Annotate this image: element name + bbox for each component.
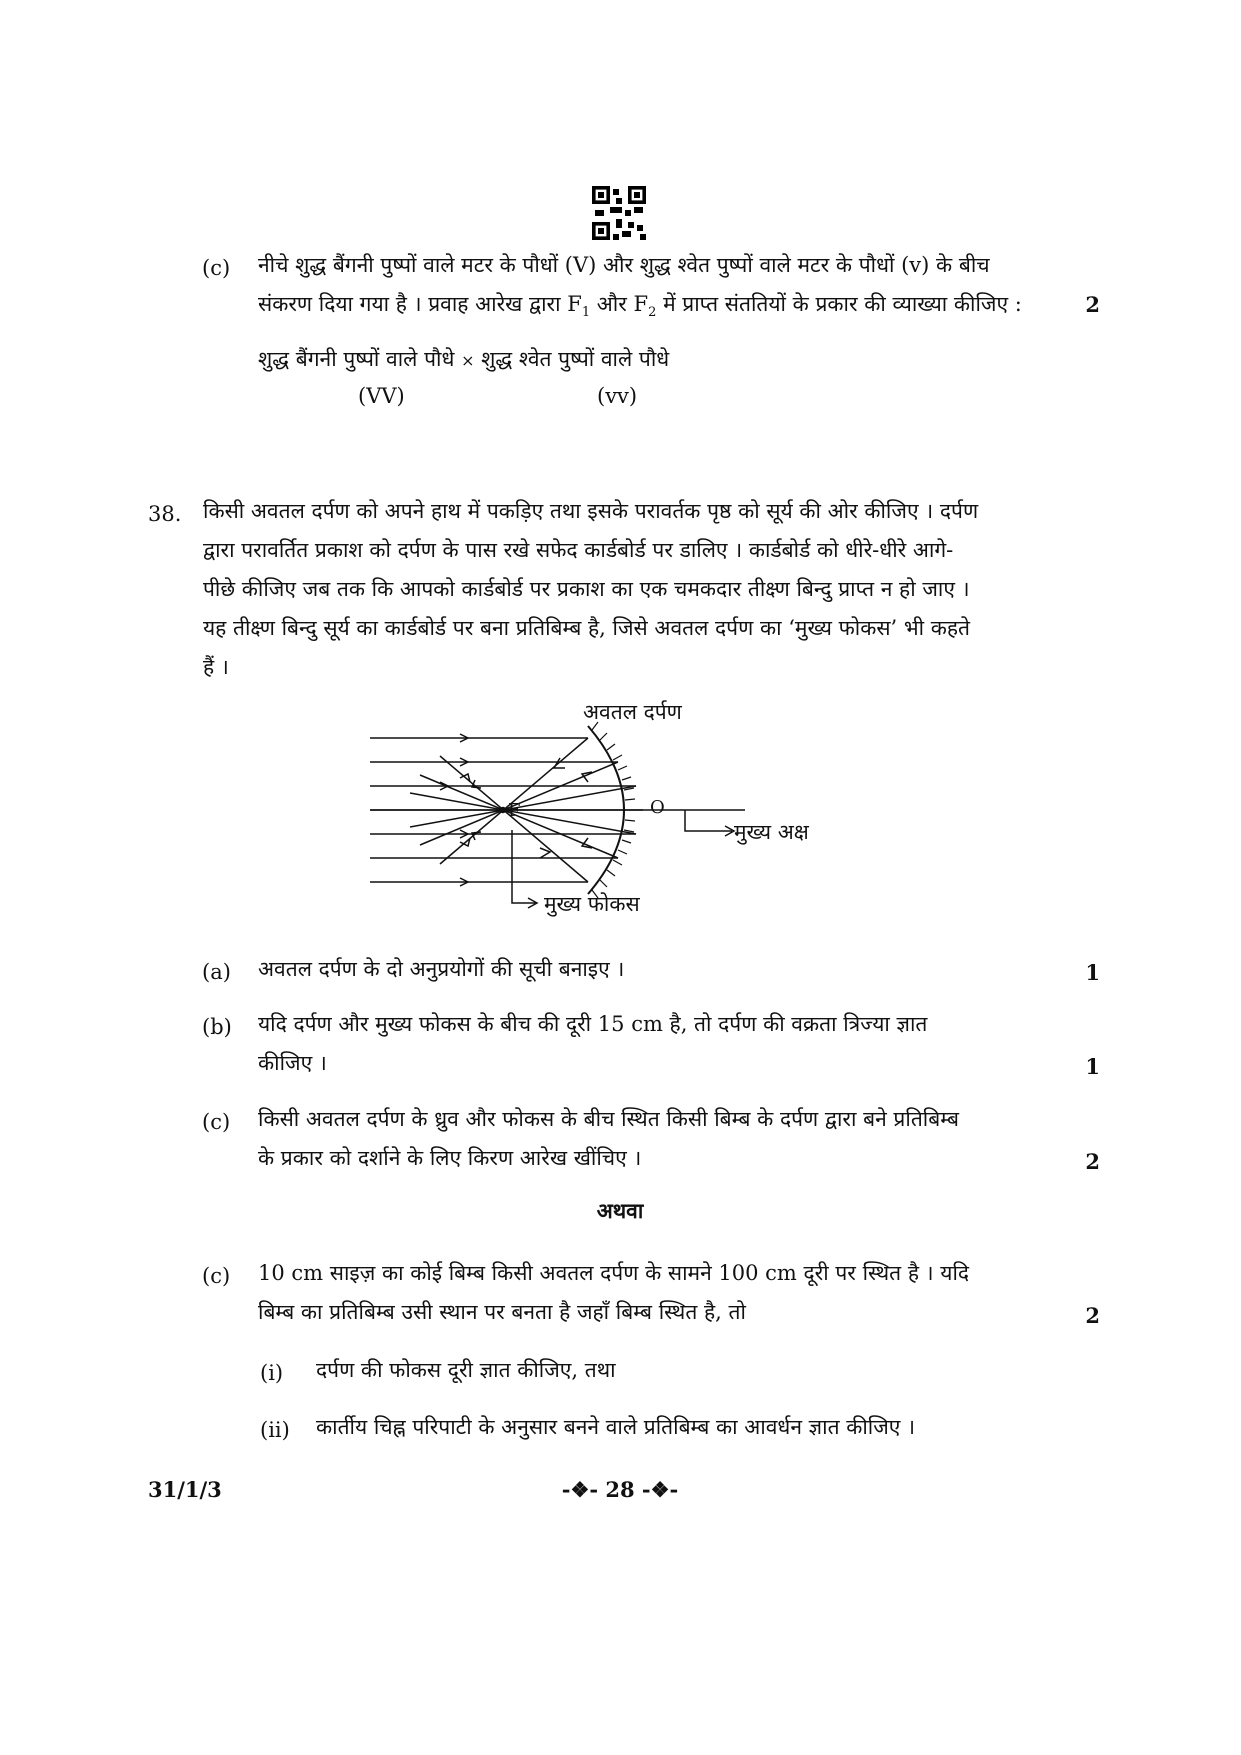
focus-letter: F <box>508 800 521 821</box>
q38-line-3: पीछे कीजिए जब तक कि आपको कार्डबोर्ड पर प्रकाश का एक चमकदार तीक्ष्ण बिन्दु प्राप्त न हो जाए । <box>203 577 970 601</box>
genotype-left: (VV) <box>358 384 405 408</box>
ornament-left-icon: -❖- <box>561 1477 599 1502</box>
focus-pointer <box>512 830 536 903</box>
reflected-ray <box>410 793 636 834</box>
axis-pointer <box>685 810 732 831</box>
arrowhead <box>472 780 481 788</box>
page-number: 28 <box>605 1477 635 1502</box>
mirror-label: अवतल दर्पण <box>583 700 682 724</box>
q37c-line1: नीचे शुद्ध बैंगनी पुष्पों वाले मटर के पौधों (V) और शुद्ध श्वेत पुष्पों वाले मटर के पौधों (v) के बीच <box>258 253 990 277</box>
q38a-label: (a) <box>202 960 231 984</box>
page-number-block <box>535 1477 705 1502</box>
ornament-right-icon: -❖- <box>641 1477 679 1502</box>
reflected-ray <box>410 786 636 827</box>
q38c-line1: किसी अवतल दर्पण के ध्रुव और फोकस के बीच स्थित किसी बिम्ब के दर्पण द्वारा बने प्रतिबिम्ब <box>258 1107 960 1131</box>
genotype-right: (vv) <box>597 384 638 408</box>
cross-statement <box>258 340 669 380</box>
axis-label: मुख्य अक्ष <box>734 820 809 844</box>
q38a-text: अवतल दर्पण के दो अनुप्रयोगों की सूची बनाइए । <box>258 957 625 981</box>
qr-code <box>592 186 646 240</box>
or-label: अथवा <box>596 1198 644 1223</box>
q38b-label: (b) <box>202 1015 232 1039</box>
pole-letter: O <box>650 797 665 818</box>
q38-number: 38. <box>148 502 182 526</box>
q38c-alt-line1: 10 cm साइज़ का कोई बिम्ब किसी अवतल दर्पण के सामने 100 cm दूरी पर स्थित है । यदि <box>258 1261 970 1285</box>
q37c-line2: संकरण दिया गया है । प्रवाह आरेख द्वारा $F_1$ और $F_2$ में प्राप्त संततियों के प्रकार की व्याख्या कीजिए : <box>258 292 1022 321</box>
q38c-alt-marks: 2 <box>1085 1303 1100 1328</box>
q37c-label: (c) <box>202 256 231 280</box>
sub-i-text: दर्पण की फोकस दूरी ज्ञात कीजिए, तथा <box>316 1358 616 1382</box>
focus-point <box>501 808 506 813</box>
sub-ii-text: कार्तीय चिह्न परिपाटी के अनुसार बनने वाले प्रतिबिम्ब का आवर्धन ज्ञात कीजिए । <box>316 1415 916 1439</box>
q38c-alt-line2: बिम्ब का प्रतिबिम्ब उसी स्थान पर बनता है जहाँ बिम्ब स्थित है, तो <box>258 1300 746 1324</box>
q38a-marks: 1 <box>1085 960 1100 985</box>
cross-sign: × <box>461 351 475 370</box>
q38b-marks: 1 <box>1085 1054 1100 1079</box>
q37c-marks: 2 <box>1085 292 1100 317</box>
paper-code: 31/1/3 <box>148 1477 222 1502</box>
focus-label: मुख्य फोकस <box>544 892 640 916</box>
sub-ii-label: (ii) <box>260 1418 290 1442</box>
arrowhead <box>472 832 481 840</box>
cross-left: शुद्ध बैंगनी पुष्पों वाले पौधे <box>258 347 455 371</box>
q38c-line2: के प्रकार को दर्शाने के लिए किरण आरेख खींचिए । <box>258 1146 642 1170</box>
sub-i-label: (i) <box>260 1361 284 1385</box>
q38-line-1: किसी अवतल दर्पण को अपने हाथ में पकड़िए तथा इसके परावर्तक पृष्ठ को सूर्य की ओर कीजिए । दर्पण <box>203 499 979 523</box>
q38-line-2: द्वारा परावर्तित प्रकाश को दर्पण के पास रखे सफेद कार्डबोर्ड पर डालिए । कार्डबोर्ड को धीरे-धीरे आगे- <box>203 538 954 562</box>
q38-line-5: हैं । <box>203 655 229 679</box>
cross-right: शुद्ध श्वेत पुष्पों वाले पौधे <box>481 347 670 371</box>
q38b-line1: यदि दर्पण और मुख्य फोकस के बीच की दूरी 15 cm है, तो दर्पण की वक्रता त्रिज्या ज्ञात <box>258 1012 928 1036</box>
q38c-marks: 2 <box>1085 1149 1100 1174</box>
arrowhead <box>540 848 550 858</box>
q38-line-4: यह तीक्ष्ण बिन्दु सूर्य का कार्डबोर्ड पर बना प्रतिबिम्ब है, जिसे अवतल दर्पण का ‘मुख्य फोकस’ भी कहते <box>203 616 971 640</box>
q38c-label: (c) <box>202 1110 231 1134</box>
q38b-line2: कीजिए । <box>258 1051 327 1075</box>
q38c-alt-label: (c) <box>202 1264 231 1288</box>
